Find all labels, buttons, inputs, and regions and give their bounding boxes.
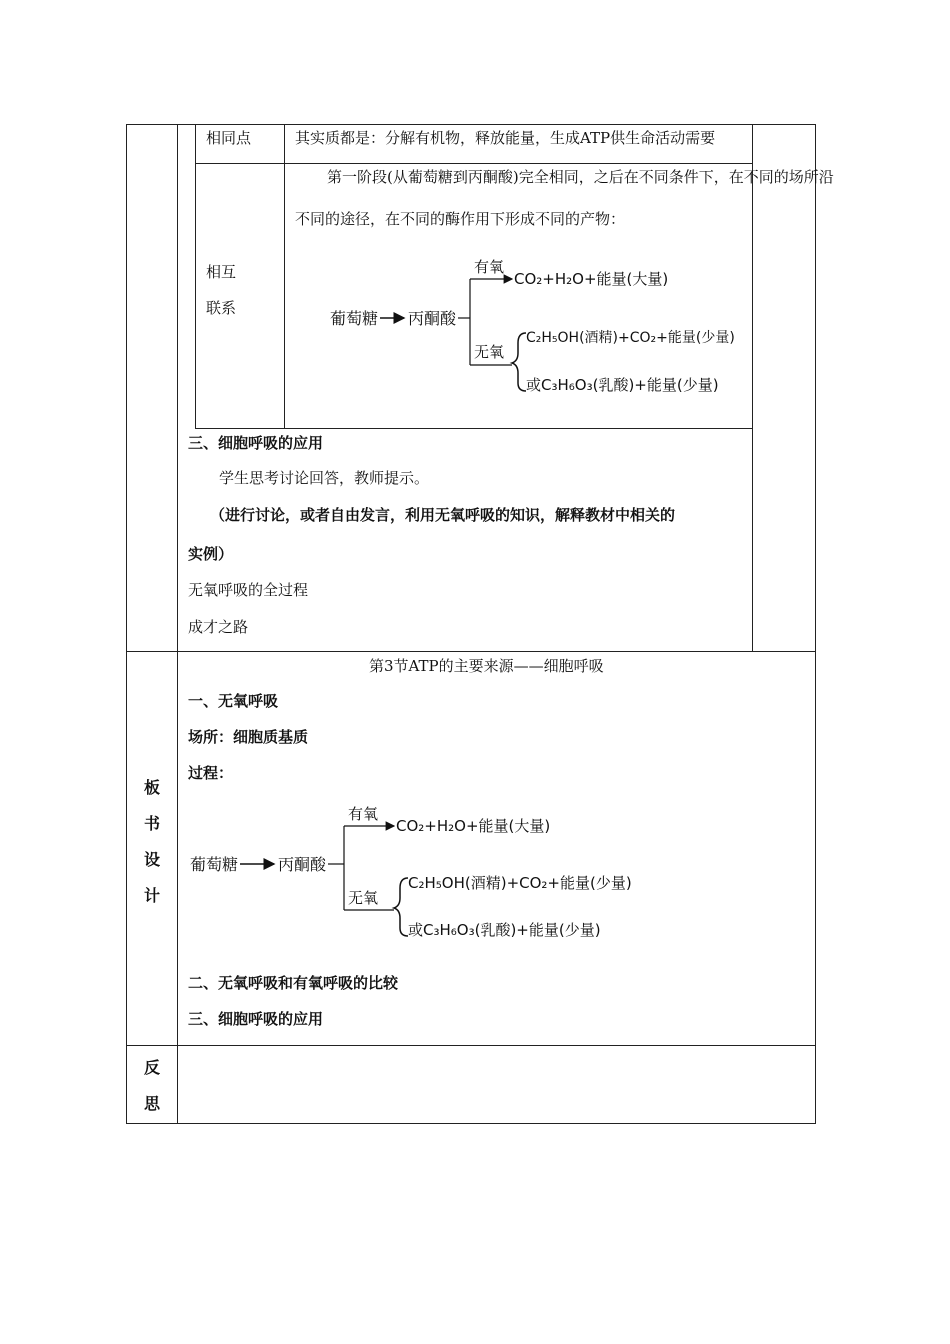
outer-top-border <box>126 124 816 125</box>
board-label-char-3: 设 <box>143 850 160 869</box>
board-heading-2: 二、无氧呼吸和有氧呼吸的比较 <box>188 974 399 992</box>
inner-left-border <box>195 124 196 429</box>
board-title: 第3节ATP的主要来源——细胞呼吸 <box>369 657 604 675</box>
inner-right-border <box>752 124 753 652</box>
alcohol-product-2: C₂H₅OH(酒精)+CO₂+能量(少量) <box>408 874 632 892</box>
lactic-product: 或C₃H₆O₃(乳酸)+能量(少量) <box>526 376 719 394</box>
board-place: 场所：细胞质基质 <box>188 728 309 746</box>
link-paragraph-line1: 第一阶段(从葡萄糖到丙酮酸)完全相同，之后在不同条件下，在不同的场所沿 <box>327 168 834 186</box>
anaerobic-label-2: 无氧 <box>348 889 379 907</box>
section3-para1: 学生思考讨论回答，教师提示。 <box>219 469 430 487</box>
inner-col-divider <box>284 124 285 429</box>
anaerobic-brace <box>512 333 526 391</box>
row-divider-reflect <box>126 1045 816 1046</box>
same-point-content: 其实质都是：分解有机物，释放能量，生成ATP供生命活动需要 <box>295 129 716 147</box>
same-point-label: 相同点 <box>206 129 252 147</box>
glucose-label: 葡萄糖 <box>330 309 379 328</box>
aerobic-product: CO₂+H₂O+能量(大量) <box>514 270 669 288</box>
aerobic-product-2: CO₂+H₂O+能量(大量) <box>396 817 551 835</box>
link-paragraph-line2: 不同的途径，在不同的酶作用下形成不同的产物： <box>295 210 626 228</box>
board-label-char-1: 板 <box>143 778 160 797</box>
respiration-diagram-1 <box>290 245 750 405</box>
reflect-label-char-2: 思 <box>143 1094 160 1113</box>
board-label-char-4: 计 <box>143 886 160 905</box>
outer-col-divider <box>177 124 178 1124</box>
outer-bottom-border <box>126 1123 816 1124</box>
aerobic-label-2: 有氧 <box>348 805 379 823</box>
row-divider-board <box>126 651 816 652</box>
anaerobic-label: 无氧 <box>474 343 505 361</box>
aerobic-label: 有氧 <box>474 258 505 276</box>
inner-row-divider <box>195 163 753 164</box>
pyruvate-label: 丙酮酸 <box>408 309 457 328</box>
outer-right-border <box>815 124 816 1124</box>
alcohol-product: C₂H₅OH(酒精)+CO₂+能量(少量) <box>526 330 735 346</box>
board-heading-3: 三、细胞呼吸的应用 <box>188 1010 324 1028</box>
section3-heading: 三、细胞呼吸的应用 <box>188 434 324 452</box>
glucose-label-2: 葡萄糖 <box>190 855 239 874</box>
section3-item2: 成才之路 <box>188 618 249 636</box>
anaerobic-brace-2 <box>394 878 408 936</box>
respiration-diagram-2 <box>150 790 650 950</box>
board-process: 过程： <box>188 764 234 782</box>
board-heading-1: 一、无氧呼吸 <box>188 692 279 710</box>
link-label-line1: 相互 <box>206 263 237 281</box>
lactic-product-2: 或C₃H₆O₃(乳酸)+能量(少量) <box>408 921 601 939</box>
board-label-char-2: 书 <box>143 814 160 833</box>
section3-item1: 无氧呼吸的全过程 <box>188 581 309 599</box>
outer-left-border <box>126 124 127 1124</box>
reflect-side-label <box>127 1050 177 1122</box>
inner-bottom-border <box>195 428 753 429</box>
section3-para2-line1: （进行讨论，或者自由发言，利用无氧呼吸的知识，解释教材中相关的 <box>210 506 676 524</box>
link-label-line2: 联系 <box>206 299 237 317</box>
reflect-label-char-1: 反 <box>143 1058 160 1077</box>
pyruvate-label-2: 丙酮酸 <box>278 855 327 874</box>
section3-para2-line2: 实例） <box>188 545 234 563</box>
